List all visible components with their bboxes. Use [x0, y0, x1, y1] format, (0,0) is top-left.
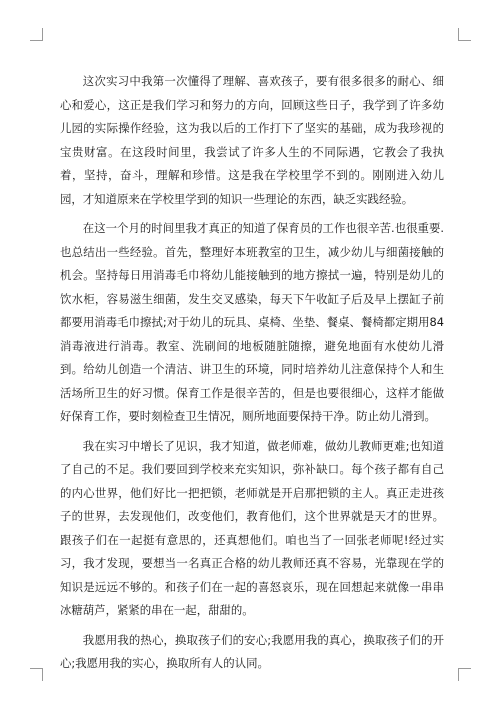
document-body	[60, 70, 444, 682]
paragraph-1: 这次实习中我第一次懂得了理解、喜欢孩子，要有很多很多的耐心、细心和爱心，这正是我们学习和努力的方向，回顾这些日子，我学到了许多幼儿园的实际操作经验，这为我以后的工作打下了坚实的基础，成为我珍视的宝贵财富。在这段时间里，我尝试了许多人生的不同际遇，它教会了我执着，坚持，奋斗，理解和珍惜。这是我在学校里学不到的。刚刚进入幼儿园，才知道原来在学校里学到的知识一些理论的东西，缺乏实践经验。	[60, 74, 444, 206]
crop-mark-bottom-right	[458, 668, 471, 681]
crop-mark-bottom-left	[30, 668, 43, 681]
paragraph-4: 我愿用我的热心，换取孩子们的安心;我愿用我的真心，换取孩子们的开心;我愿用我的实心，换取所有人的认同。	[60, 632, 444, 670]
paragraph-3: 我在实习中增长了见识，我才知道，做老师难，做幼儿教师更难;也知道了自己的不足。我们要回到学校来充实知识，弥补缺口。每个孩子都有自己的内心世界，他们好比一把把锁，老师就是开启那把锁的主人。真正走进孩子的世界，去发现他们，改变他们，教育他们，这个世界就是天才的世界。跟孩子们在一起挺有意思的，还真想他们。咱也当了一回张老师呢!经过实习，我才发现，要想当一名真正合格的幼儿教师还真不容易，光靠现在学的知识是远远不够的。和孩子们在一起的喜怒哀乐，现在回想起来就像一串串冰糖葫芦，紧紧的串在一起，甜甜的。	[60, 438, 444, 617]
paragraph-2: 在这一个月的时间里我才真正的知道了保育员的工作也很辛苦.也很重要.也总结出一些经验。首先，整理好本班教室的卫生，减少幼儿与细菌接触的机会。坚持每日用消毒毛巾将幼儿能接触到的地方擦拭一遍，特别是幼儿的饮水柜，容易滋生细菌，发生交叉感染，每天下午收缸子后及早上摆缸子前都要用消毒毛巾擦拭;对于幼儿的玩具、桌椅、坐垫、餐桌、餐椅都定期用84消毒液进行消毒。教室、洗刷间的地板随脏随擦，避免地面有水使幼儿滑到。给幼儿创造一个清洁、讲卫生的环境，同时培养幼儿注意保持个人和生活场所卫生的好习惯。保育工作是很辛苦的，但是也要很细心，这样才能做好保育工作，要时刻检查卫生情况，厕所地面要保持干净。防止幼儿滑到。	[60, 221, 444, 423]
crop-mark-top-left	[30, 28, 43, 41]
crop-mark-top-right	[458, 28, 471, 41]
